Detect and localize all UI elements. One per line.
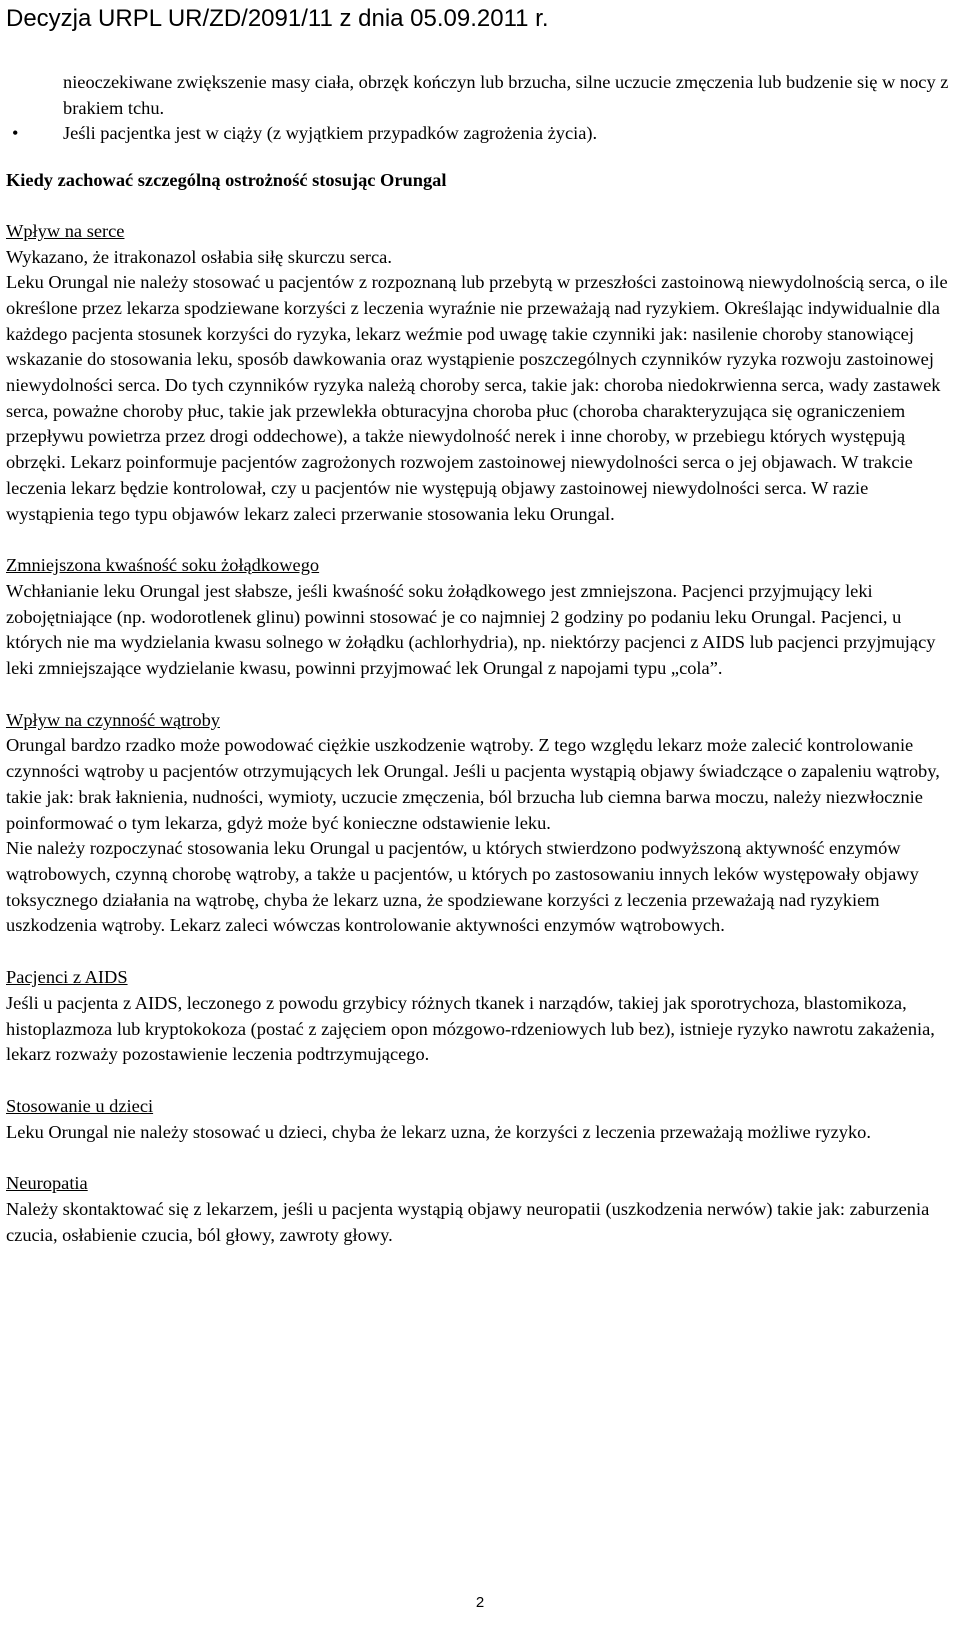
section-paragraph: Leku Orungal nie należy stosować u dzieci, chyba że lekarz uzna, że korzyści z leczenia przeważają możliwe ryzyko. (6, 1121, 871, 1142)
bullet-continuation: nieoczekiwane zwiększenie masy ciała, obrzęk kończyn lub brzucha, silne uczucie zmęczenia lub budzenie się w nocy z brakiem tchu. (63, 72, 949, 118)
section-title-acidity: Zmniejszona kwaśność soku żołądkowego (6, 555, 320, 576)
section-paragraph: Wykazano, że itrakonazol osłabia siłę skurczu serca. (6, 246, 392, 267)
section-paragraph: Orungal bardzo rzadko może powodować ciężkie uszkodzenie wątroby. Z tego względu lekarz może zalecić kontrolowanie czynności wątroby u pacjentów otrzymujących lek Orungal. Jeśli u pacjenta wystąpią objawy świadczące o zapaleniu wątroby, takie jak: brak łaknienia, nudności, wymioty, uczucie zmęczenia, ból brzucha lub ciemna barwa moczu, należy niezwłocznie poinformować o tym lekarza, gdyż może być konieczne odstawienie leku. (6, 735, 940, 833)
bullet-icon: • (12, 123, 19, 144)
bullet-item (6, 121, 956, 147)
section-paragraph: Nie należy rozpoczynać stosowania leku Orungal u pacjentów, u których stwierdzono podwyższoną aktywność enzymów wątrobowych, czynną chorobę wątroby, a także u pacjentów, u których po zastosowaniu innych leków występowały objawy toksycznego działania na wątrobę, chyba że lekarz uzna, że spodziewane korzyści z leczenia przeważają nad ryzykiem uszkodzenia wątroby. Lekarz zaleci wówczas kontrolowanie aktywności enzymów wątrobowych. (6, 838, 919, 936)
section-title-heart: Wpływ na serce (6, 220, 125, 241)
section-paragraph: Leku Orungal nie należy stosować u pacjentów z rozpoznaną lub przebytą w przeszłości zastoinową niewydolnością serca, o ile określone przez lekarza spodziewane korzyści z leczenia wyraźnie nie przeważają nad ryzykiem. Określając indywidualnie dla każdego pacjenta stosunek korzyści do ryzyka, lekarz weźmie pod uwagę takie czynniki jak: nasilenie choroby stanowiącej wskazanie do stosowania leku, sposób dawkowania oraz wystąpienie poszczególnych czynników ryzyka rozwoju zastoinowej niewydolności serca. Do tych czynników ryzyka należą choroby serca, takie jak: choroba niedokrwienna serca, wady zastawek serca, poważne choroby płuc, takie jak przewlekła obturacyjna choroba płuc (choroba charakteryzująca się ograniczeniem przepływu powietrza przez drogi oddechowe), a także niewydolność nerek i inne choroby, w przebiegu których występują obrzęki. Lekarz poinformuje pacjentów zagrożonych rozwojem zastoinowej niewydolności serca o jej objawach. W trakcie leczenia lekarz będzie kontrolował, czy u pacjentów nie występują objawy zastoinowej niewydolności serca. W razie wystąpienia tego typu objawów lekarz zaleci przerwanie stosowania leku Orungal. (6, 272, 948, 524)
section-title-neuropathy: Neuropatia (6, 1173, 88, 1194)
section-title-children: Stosowanie u dzieci (6, 1095, 154, 1116)
section-title-aids: Pacjenci z AIDS (6, 967, 128, 988)
document-body (6, 70, 956, 1248)
bullet-item-text: Jeśli pacjentka jest w ciąży (z wyjątkiem przypadków zagrożenia życia). (63, 123, 598, 144)
section-title-liver: Wpływ na czynność wątroby (6, 709, 220, 730)
section-paragraph: Wchłanianie leku Orungal jest słabsze, jeśli kwaśność soku żołądkowego jest zmniejszona. Pacjenci przyjmujący leki zobojętniające (np. wodorotlenek glinu) powinni stosować je co najmniej 2 godziny po podaniu leku Orungal. Pacjenci, u których nie ma wydzielania kwasu solnego w żołądku (achlorhydria), np. niektórzy pacjenci z AIDS lub pacjenci przyjmujący leki zmniejszające wydzielanie kwasu, powinni przyjmować lek Orungal z napojami typu „cola”. (6, 580, 936, 679)
document-header: Decyzja URPL UR/ZD/2091/11 z dnia 05.09.2011 r. (6, 5, 549, 32)
main-heading: Kiedy zachować szczególną ostrożność stosując Orungal (6, 170, 447, 191)
section-paragraph: Należy skontaktować się z lekarzem, jeśli u pacjenta wystąpią objawy neuropatii (uszkodzenia nerwów) takie jak: zaburzenia czucia, osłabienie czucia, ból głowy, zawroty głowy. (6, 1199, 930, 1245)
page-number: 2 (475, 1594, 485, 1611)
section-paragraph: Jeśli u pacjenta z AIDS, leczonego z powodu grzybicy różnych tkanek i narządów, takiej jak sporotrychoza, blastomikoza, histoplazmoza lub kryptokokoza (postać z zajęciem opon mózgowo-rdzeniowych lub bez), istnieje ryzyko nawrotu zakażenia, lekarz rozważy pozostawienie leczenia podtrzymującego. (6, 992, 935, 1065)
